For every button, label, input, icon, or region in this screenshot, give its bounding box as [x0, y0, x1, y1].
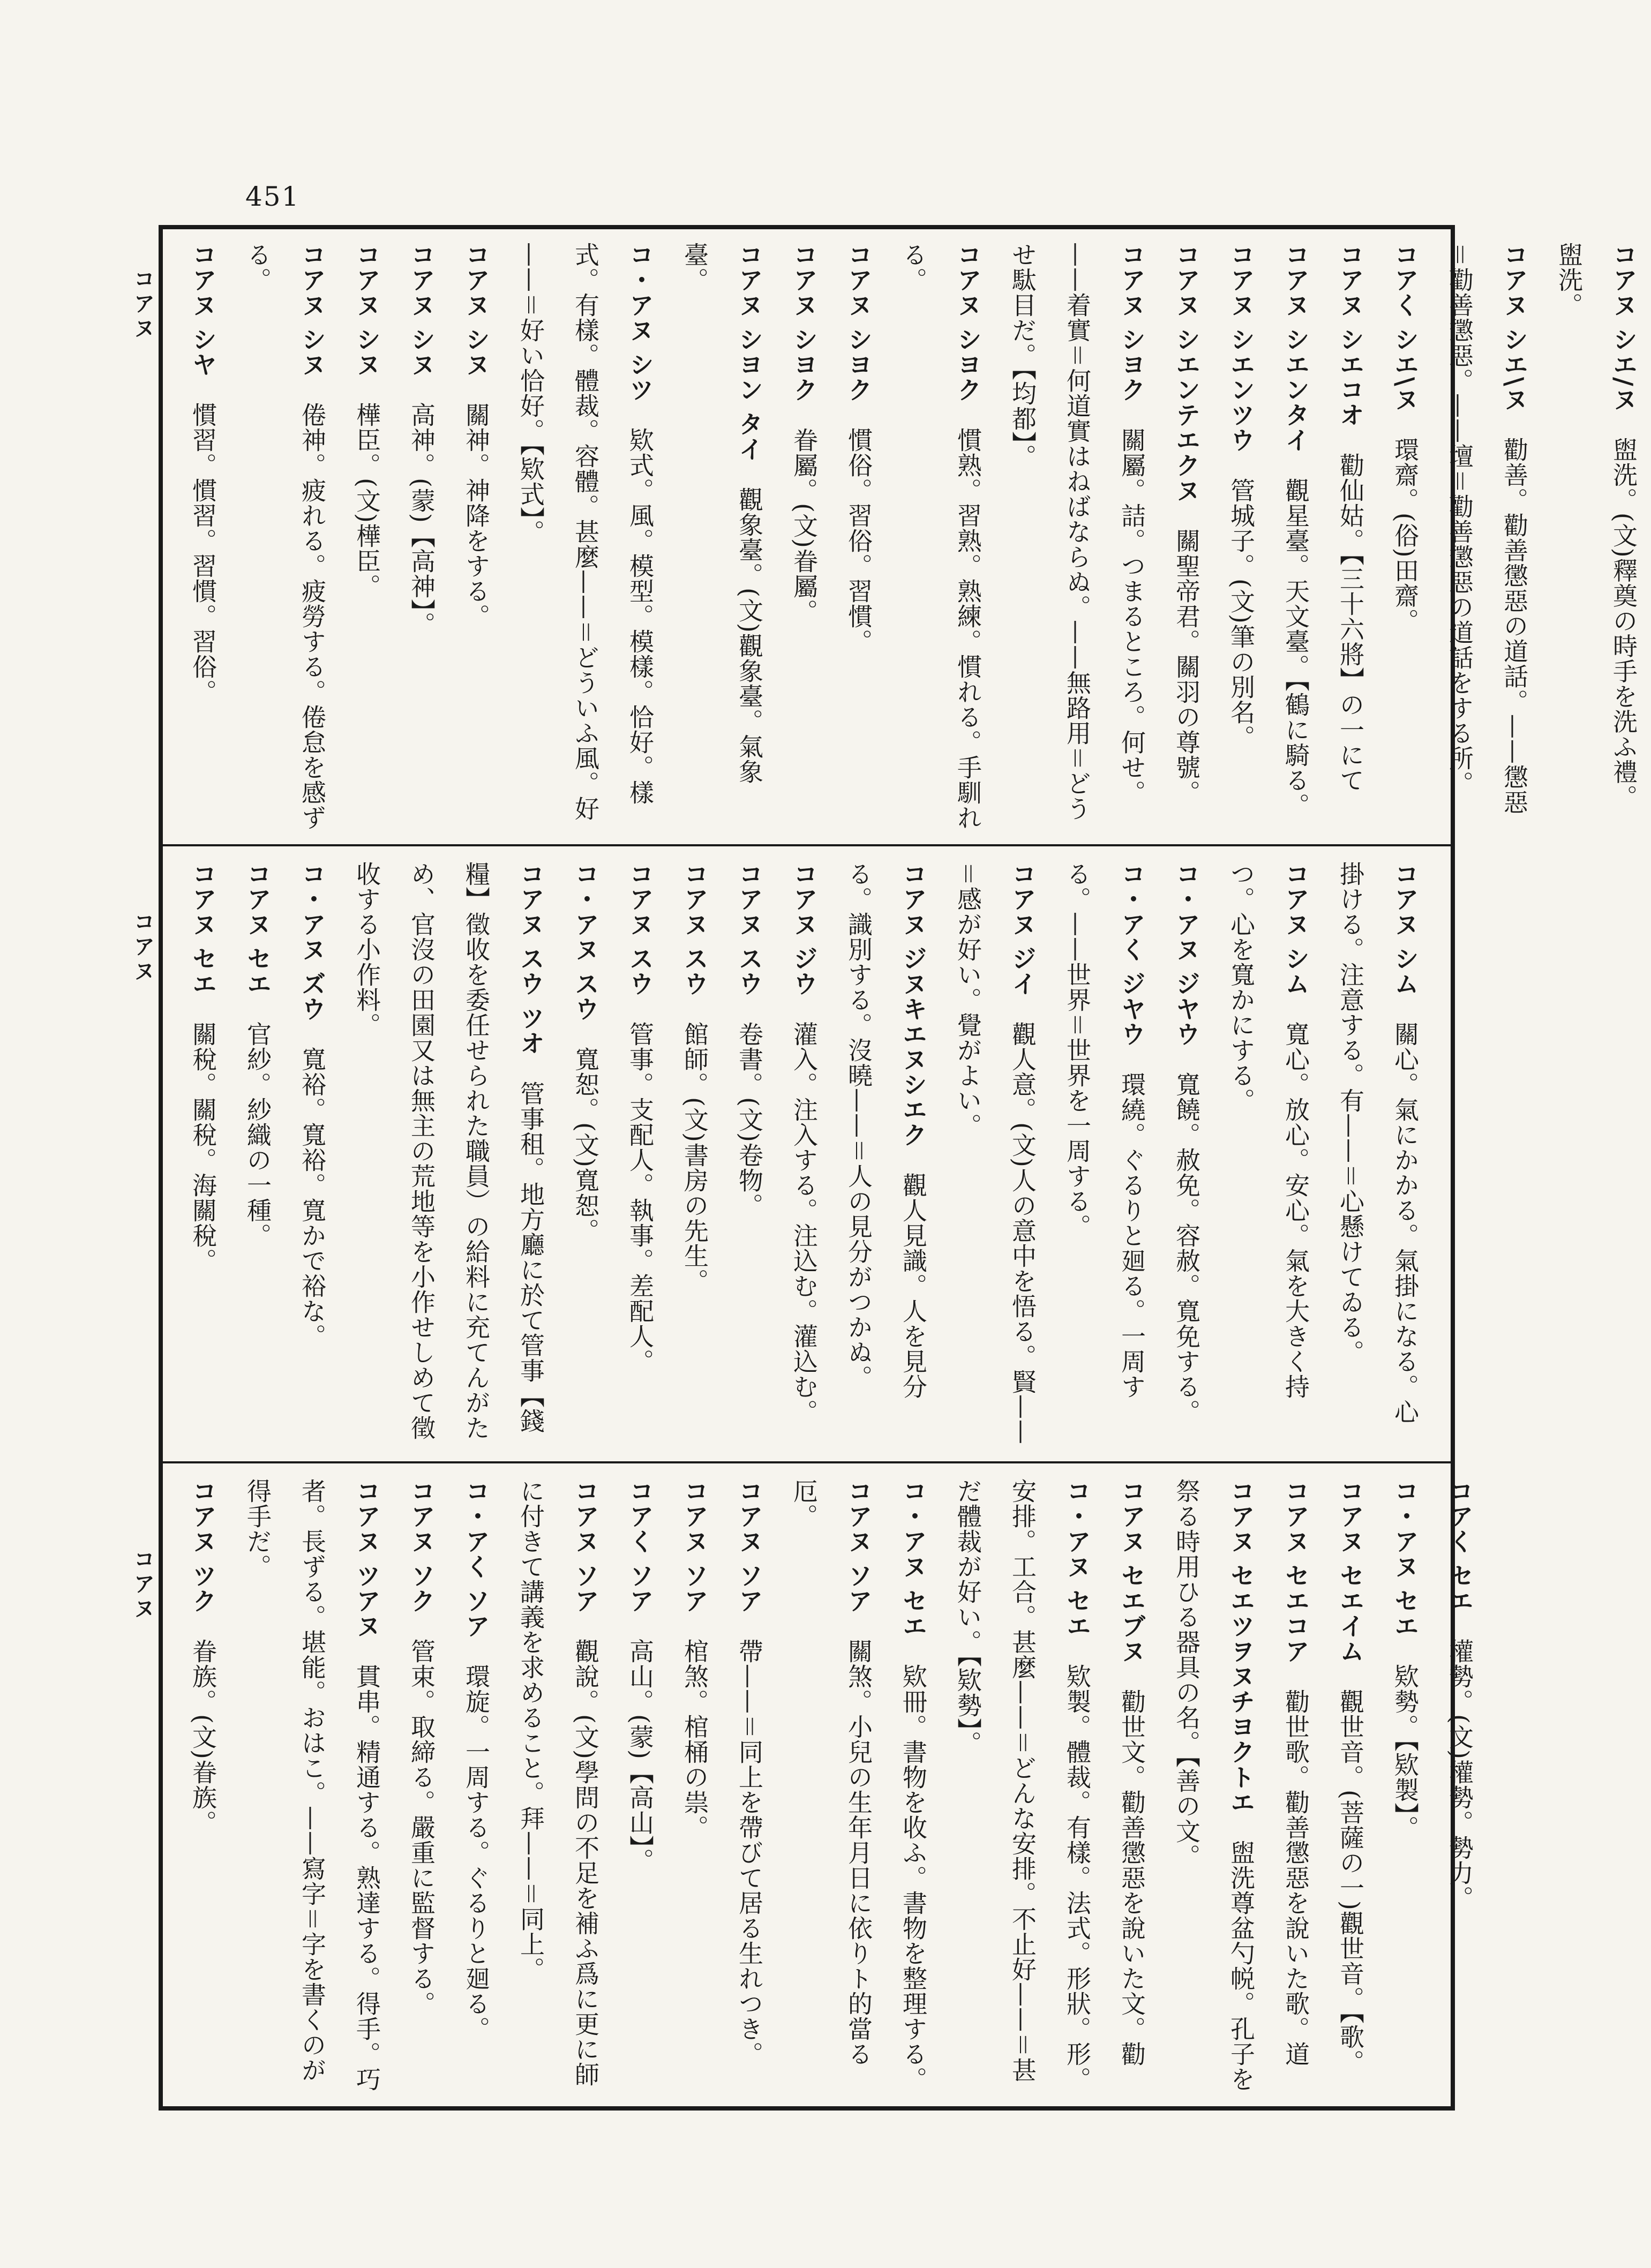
entry-definition: 關神。神降をする。	[462, 402, 491, 629]
dictionary-entry	[613, 861, 667, 1448]
entry-definition: 勸世歌。勸善懲惡を說いた歌。道	[1281, 1689, 1310, 2067]
dictionary-entry	[722, 1478, 777, 2098]
entry-definition: 欵勢。【欵製】。	[1391, 1664, 1420, 1841]
entry-definition: 勸善。勸善懲惡の道話。——懲惡＝勸善懲惡。——壇＝勸善懲惡の道話をする所。	[1445, 242, 1529, 815]
dictionary-entry	[176, 861, 230, 1448]
entry-headword: コアヌ シヨク	[844, 242, 873, 403]
dictionary-entry	[613, 1478, 667, 2098]
entry-definition: 觀說。(文)學問の不足を補ふ爲に更に師に付きて講義を求めること。拜——＝同上。	[516, 1478, 600, 2087]
dictionary-entry	[1323, 861, 1432, 1448]
entry-definition: 卷書。(文)卷物。	[735, 1022, 764, 1218]
entry-definition: 管事租。地方廳に於て管事【錢糧】徵收を委任せられた職員）の給料に充てんがため、官沒の田園又は無主の荒地等を小作せしめて徵收する小作料。	[352, 861, 545, 1440]
entry-definition: 帶——＝同上を帶びて居る生れつき。	[735, 1639, 764, 2067]
entry-headword: コアヌ シヨク	[954, 242, 982, 403]
entry-headword: コアヌ ツク	[189, 1478, 217, 1614]
dictionary-entry	[176, 1478, 230, 2098]
dictionary-entry	[1214, 242, 1269, 831]
tier-top	[163, 229, 1638, 840]
entry-headword: コアヌ シヌ	[298, 242, 327, 378]
entry-headword: コアヌ シヌ	[352, 242, 381, 378]
dictionary-entry	[449, 1478, 504, 2098]
entry-definition: 欵式。風。模型。模樣。恰好。樣式。有樣。體裁。容體。甚麼——＝どういふ風。好——＝好い恰好。【欵式】。	[516, 242, 655, 821]
entry-headword: コアヌ スウ	[626, 861, 655, 997]
entry-definition: 慣俗。習俗。習慣。	[844, 427, 873, 655]
dictionary-entry	[1159, 1478, 1269, 2098]
side-label-middle: コアヌ	[130, 911, 155, 985]
dictionary-entry	[995, 242, 1159, 831]
entry-headword: コアヌ ソア	[680, 1478, 709, 1614]
dictionary-entry	[777, 242, 831, 831]
entry-headword: コ・アく ソア	[462, 1478, 491, 1639]
dictionary-entry	[722, 861, 777, 1448]
entry-definition: 管事。支配人。執事。差配人。	[626, 1022, 655, 1375]
dictionary-entry	[504, 242, 667, 831]
entry-definition: 欵製。體裁。有樣。法式。形狀。形。安排。工合。甚麼——＝どんな安排。不止好——＝甚だ體裁が好い。【欵勢】。	[954, 1478, 1092, 2092]
dictionary-entry	[394, 1478, 449, 2098]
entry-definition: 館師。(文)書房の先生。	[680, 1022, 709, 1294]
entry-definition: 關聖帝君。關羽の尊號。	[1172, 528, 1201, 806]
dictionary-entry	[394, 242, 449, 831]
entry-definition: 貫串。精通する。熟達する。得手。巧者。長ずる。堪能。おはこ。——寫字＝字を書くのが得手だ。	[243, 1478, 381, 2092]
dictionary-entry	[886, 242, 995, 831]
entry-definition: 觀人意。(文)人の意中を悟る。賢——＝感が好い。覺がよい。	[954, 861, 1037, 1445]
entry-headword: コ・アヌ スウ	[571, 861, 600, 1022]
entry-definition: 盥洗尊盆勺帨。孔子を祭る時用ひる器具の名。【善の文。	[1172, 1478, 1256, 2092]
dictionary-entry	[777, 1478, 886, 2098]
dictionary-entry	[1378, 1478, 1432, 2098]
entry-headword: コ・アヌ セエ	[1391, 1478, 1420, 1639]
entry-definition: 樺臣。(文)樺臣。	[352, 402, 381, 599]
entry-headword: コアヌ ジウ	[790, 861, 819, 997]
entry-definition: 關屬。詰。つまるところ。何せ。——着實＝何道實はねばならぬ。——無路用＝どうせ駄目だ。【均都】。	[1008, 242, 1146, 821]
entry-headword: コアヌ ジイ	[1008, 861, 1037, 997]
dictionary-entry	[831, 242, 886, 831]
entry-definition: 欵冊。書物を收ふ。書物を整理する。	[899, 1664, 928, 2092]
side-label-bottom: コアヌ	[130, 1548, 155, 1622]
dictionary-entry	[230, 1478, 394, 2098]
entry-definition: 寬心。放心。安心。氣を大きく持つ。心を寬かにする。	[1227, 861, 1310, 1400]
entry-headword: コアヌ シム	[1281, 861, 1310, 997]
dictionary-entry	[230, 861, 285, 1448]
dictionary-entry	[886, 1478, 941, 2098]
entry-definition: 眷族。(文)眷族。	[189, 1639, 217, 1835]
dictionary-entry	[449, 242, 504, 831]
entry-definition: 關煞。小兒の生年月日に依りト的當る厄。	[790, 1478, 873, 2067]
entry-definition: 寬裕。寬裕。寬かで裕な。	[298, 1047, 327, 1349]
dictionary-entry	[340, 242, 394, 831]
tier-middle	[163, 848, 1451, 1457]
dictionary-entry	[777, 861, 831, 1448]
dictionary-entry	[1159, 242, 1214, 831]
dictionary-entry	[558, 861, 613, 1448]
dictionary-entry	[1378, 242, 1432, 831]
dictionary-entry	[1269, 1478, 1323, 2098]
entry-headword: コアヌ セエ	[189, 861, 217, 997]
dictionary-entry	[1159, 861, 1214, 1448]
entry-headword: コアヌ シヨク	[790, 242, 819, 403]
dictionary-entry	[831, 861, 941, 1448]
entry-headword: コ・アヌ ジヤウ	[1172, 861, 1201, 1047]
entry-definition: 高神。(蒙)【高神】。	[407, 402, 436, 637]
entry-headword: コアヌ シヌ	[407, 242, 436, 378]
tier-bottom	[163, 1466, 1474, 2106]
dictionary-entry	[340, 861, 558, 1448]
entry-definition: 慣習。慣習。習慣。習俗。	[189, 402, 217, 705]
entry-headword: コアヌ セエコア	[1281, 1478, 1310, 1664]
entry-headword: コアヌ スウ ツオ	[516, 861, 545, 1056]
entry-headword: コアく セエ	[1445, 1478, 1474, 1614]
tier-divider	[163, 1461, 1451, 1463]
dictionary-entry	[1269, 242, 1323, 831]
dictionary-entry	[504, 1478, 613, 2098]
entry-definition: 觀象臺。(文)觀象臺。氣象臺。	[680, 242, 764, 784]
entry-definition: 倦神。疲れる。疲勞する。倦怠を感ずる。	[243, 242, 327, 831]
entry-headword: コアヌ ソア	[571, 1478, 600, 1614]
entry-definition: 灌入。注入する。注込む。灌込む。	[790, 1022, 819, 1425]
dictionary-entry	[941, 861, 1050, 1448]
dictionary-entry	[1323, 1478, 1378, 2098]
entry-headword: コアヌ ソア	[844, 1478, 873, 1614]
entry-definition: 高山。(蒙)【高山】。	[626, 1639, 655, 1873]
entry-definition: 觀星臺。天文臺。【鶴に騎る。	[1281, 478, 1310, 818]
entry-definition: 觀世音。(菩薩の一)觀世音。【歌。	[1336, 1689, 1365, 2075]
entry-definition: 寬饒。赦免。容赦。寬免する。	[1172, 1072, 1201, 1425]
dictionary-entry	[176, 242, 230, 831]
entry-definition: 環齋。(俗)田齋。	[1391, 437, 1420, 634]
entry-headword: コアヌ シエンテエクヌ	[1172, 242, 1201, 504]
entry-headword: コアヌ ツアヌ	[352, 1478, 381, 1639]
entry-headword: コアヌ ソク	[407, 1478, 436, 1614]
dictionary-entry	[1542, 242, 1651, 831]
dictionary-entry	[285, 861, 340, 1448]
dictionary-entry	[1432, 1478, 1487, 2098]
entry-definition: 勸世文。勸善懲惡を說いた文。勸	[1117, 1689, 1146, 2067]
entry-definition: 環旋。一周する。ぐるりと廻る。	[462, 1664, 491, 2042]
entry-headword: コアヌ シエ/ヌ	[1609, 242, 1638, 412]
entry-definition: 棺煞。棺桶の祟。	[680, 1639, 709, 1841]
entry-headword: コ・アヌ セエ	[1063, 1478, 1092, 1639]
entry-headword: コアヌ スウ	[735, 861, 764, 997]
dictionary-entry	[230, 242, 340, 831]
entry-headword: コアヌ シエ\ヌ	[1500, 242, 1529, 412]
entry-headword: コ・アヌ シツ	[626, 242, 655, 403]
dictionary-entry	[1105, 1478, 1159, 2098]
entry-definition: 眷屬。(文)眷屬。	[790, 427, 819, 624]
dictionary-frame	[159, 225, 1638, 2111]
entry-definition: 慣熟。習熟。熟練。慣れる。手馴れる。	[899, 242, 982, 831]
entry-headword: コアヌ シヨン タイ	[735, 242, 764, 462]
entry-headword: コアヌ シム	[1391, 861, 1420, 997]
side-label-top: コアヌ	[130, 268, 155, 342]
dictionary-entry	[1214, 861, 1323, 1448]
entry-headword: コアヌ セエ	[243, 861, 272, 997]
entry-definition: 權勢。(文)權勢。勢力。	[1445, 1639, 1474, 1911]
entry-headword: コアヌ ジヌキエヌシエク	[899, 861, 928, 1148]
page-number: 451	[245, 181, 300, 212]
entry-definition: 環繞。ぐるりと廻る。一周する。——世界＝世界を一周する。	[1063, 861, 1146, 1400]
entry-headword: コアヌ シヌ	[462, 242, 491, 378]
dictionary-entry	[1050, 861, 1159, 1448]
entry-headword: コ・アヌ セエ	[899, 1478, 928, 1639]
entry-headword: コアヌ スウ	[680, 861, 709, 997]
entry-definition: 觀人見識。人を見分る。識別する。沒曉——＝人の見分がつかぬ。	[844, 861, 928, 1400]
entry-headword: コアヌ シエコオ	[1336, 242, 1365, 428]
entry-definition: 官紗。紗織の一種。	[243, 1022, 272, 1249]
entry-headword: コアヌ ソア	[735, 1478, 764, 1614]
entry-headword: コ・アく ジヤウ	[1117, 861, 1146, 1047]
entry-definition: 管束。取締る。嚴重に監督する。	[407, 1639, 436, 2017]
entry-headword: コアヌ シエンツウ	[1227, 242, 1256, 453]
entry-headword: コアヌ シヤ	[189, 242, 217, 378]
entry-headword: コアヌ セエブヌ	[1117, 1478, 1146, 1664]
entry-headword: コアヌ セエイム	[1336, 1478, 1365, 1664]
entry-definition: 關稅。關稅。海關稅。	[189, 1022, 217, 1274]
tier-divider	[163, 844, 1451, 846]
entry-definition: 關心。氣にかかる。氣掛になる。心掛ける。注意する。有——＝心懸けてゐる。	[1336, 861, 1420, 1425]
dictionary-entry	[667, 861, 722, 1448]
dictionary-entry	[667, 242, 777, 831]
entry-definition: 勸仙姑。【三十六將】の一にて	[1336, 453, 1365, 793]
dictionary-entry	[1432, 242, 1542, 831]
entry-headword: コアヌ シエンタイ	[1281, 242, 1310, 453]
entry-definition: 寬恕。(文)寬恕。	[571, 1047, 600, 1243]
entry-headword: コアヌ シヨク	[1117, 242, 1146, 403]
entry-headword: コアヌ セエツヲヌチヨクトエ	[1227, 1478, 1256, 1815]
entry-headword: コアく ソア	[626, 1478, 655, 1614]
dictionary-entry	[941, 1478, 1105, 2098]
entry-headword: コアく シエ\ヌ	[1391, 242, 1420, 412]
entry-headword: コ・アヌ ズウ	[298, 861, 327, 1022]
dictionary-entry	[1323, 242, 1378, 831]
dictionary-entry	[667, 1478, 722, 2098]
entry-definition: 盥洗。(文)釋奠の時手を洗ふ禮。盥洗。	[1555, 242, 1638, 810]
entry-definition: 管城子。(文)筆の別名。	[1227, 478, 1256, 750]
